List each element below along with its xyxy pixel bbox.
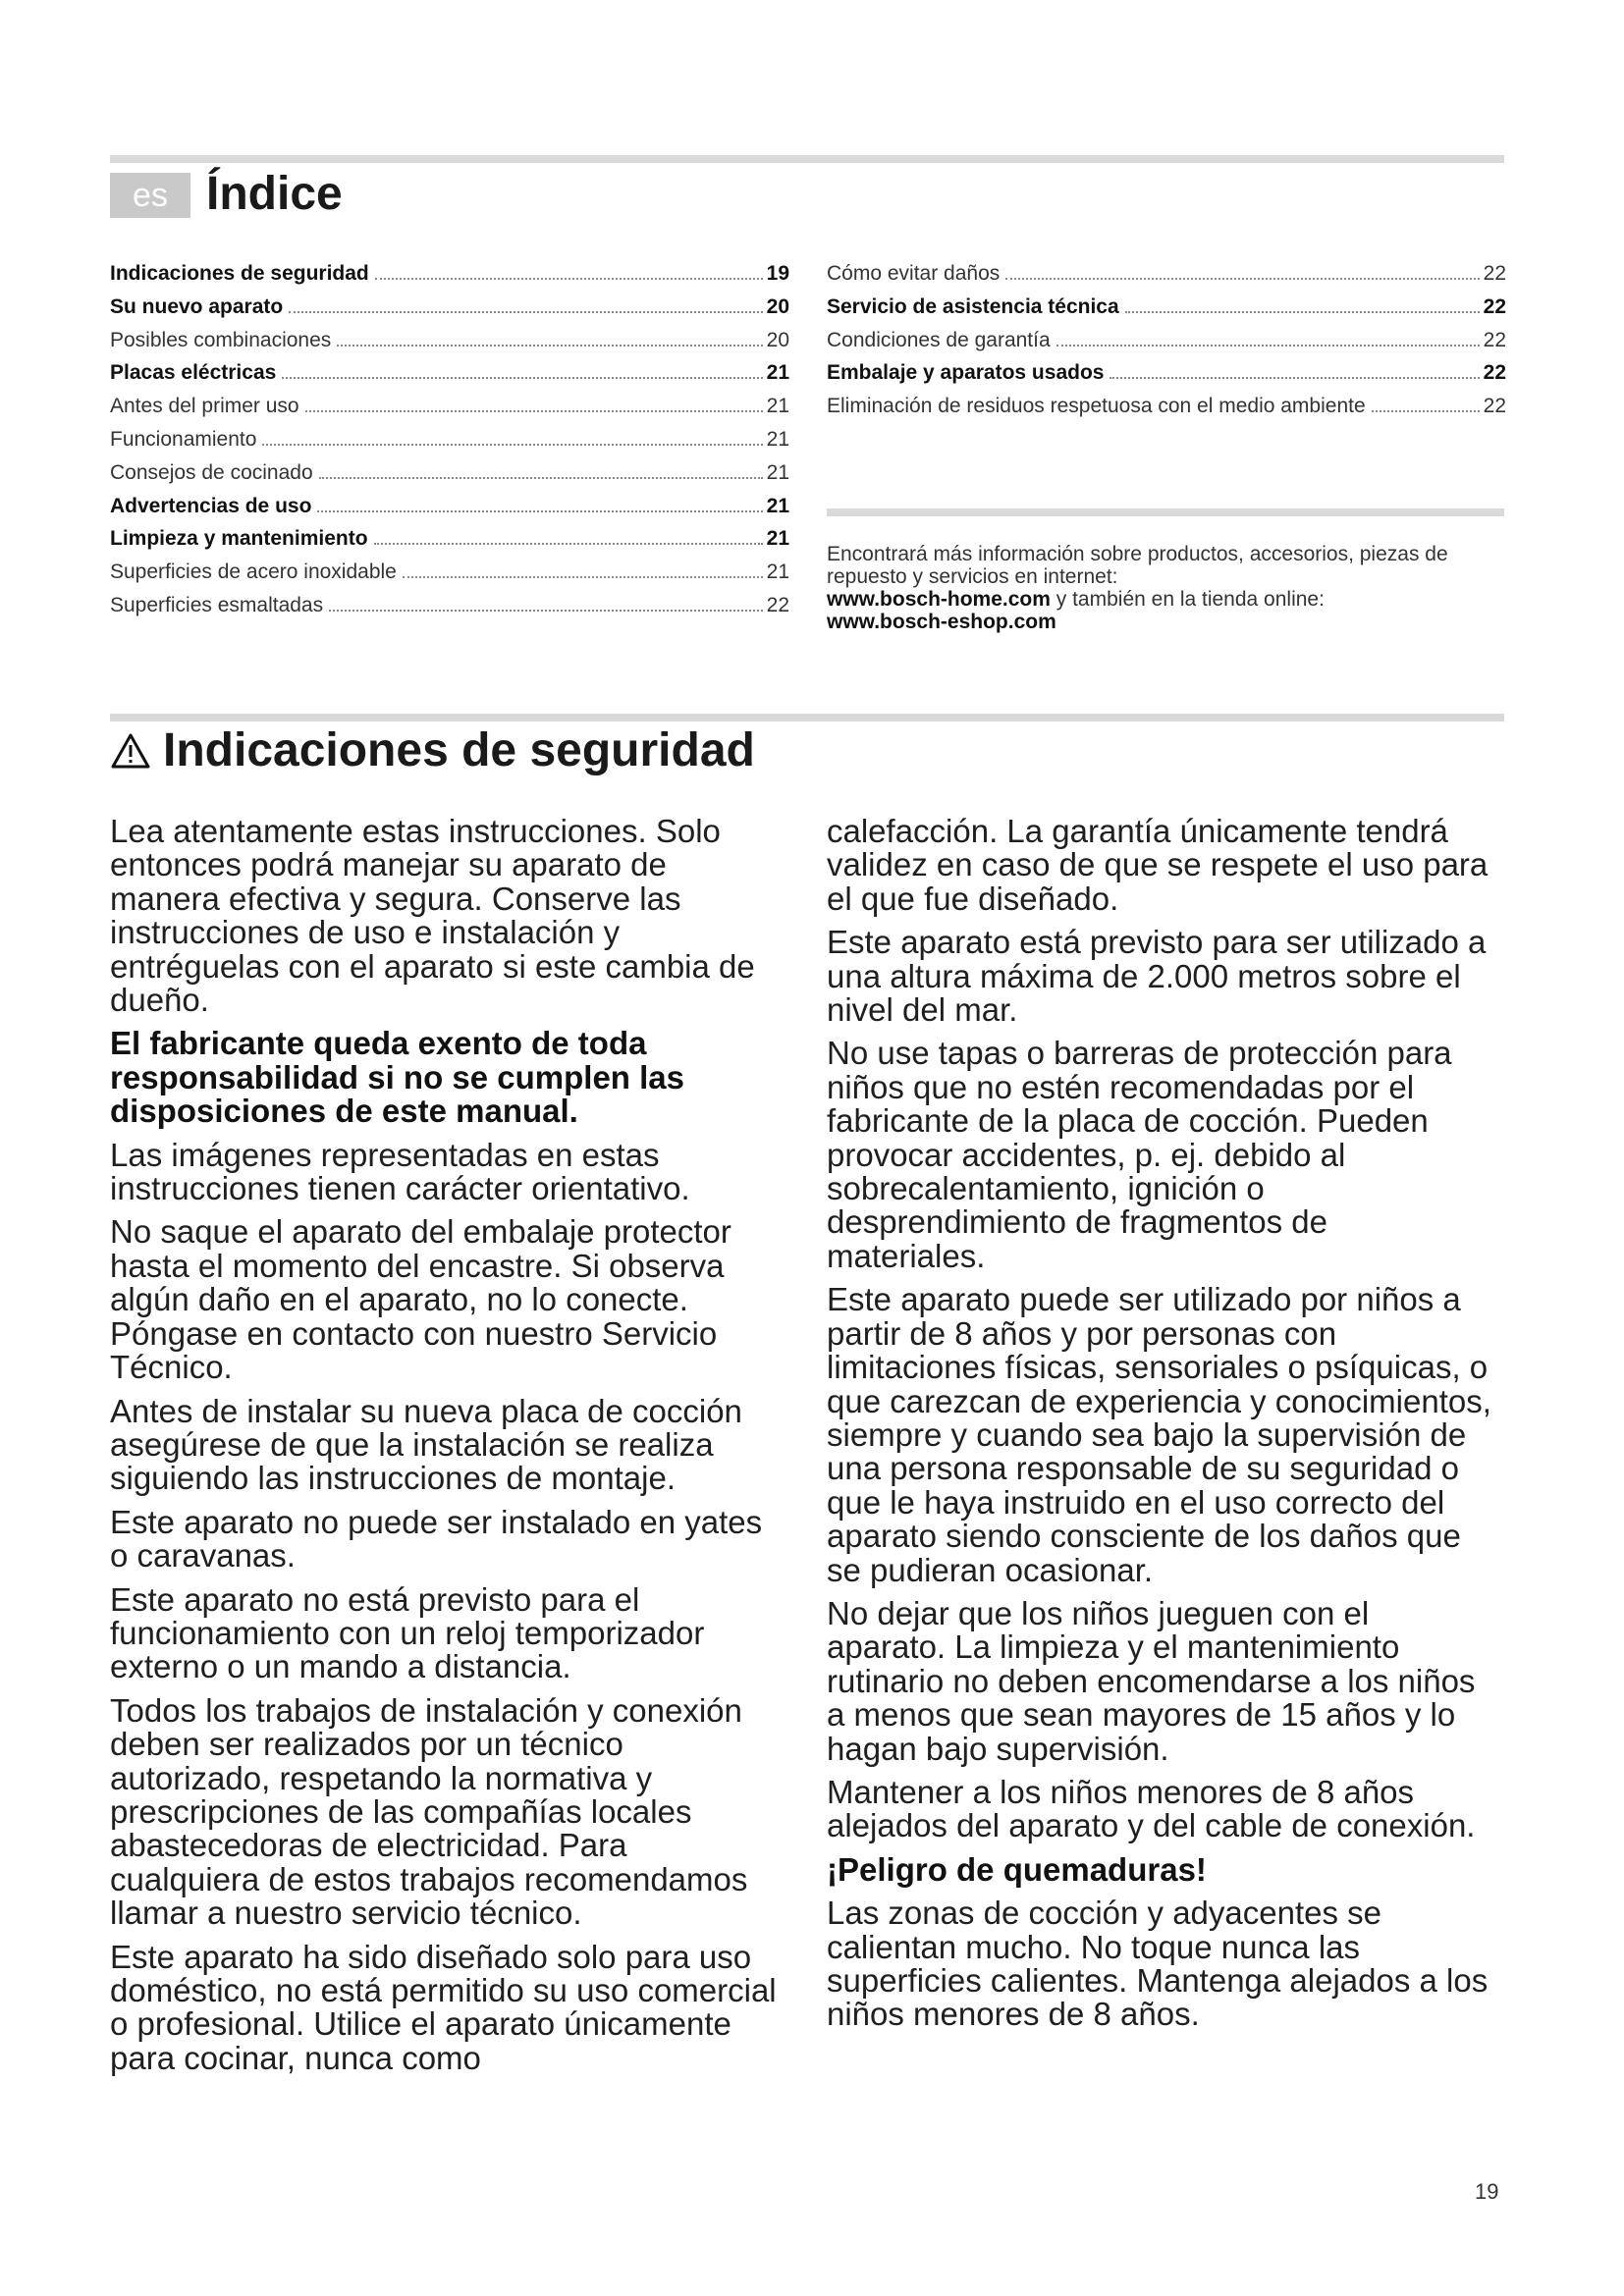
- toc-entry[interactable]: Posibles combinaciones 20: [110, 328, 789, 351]
- paragraph: Este aparato está previsto para ser utilizado a una altura máxima de 2.000 metros sobre el nivel del mar.: [827, 924, 1487, 1029]
- paragraph-bold: El fabricante queda exento de toda responsabilidad si no se cumplen las disposiciones de este manual.: [110, 1025, 685, 1130]
- toc-left-column: [110, 257, 789, 622]
- page-number: 19: [1475, 2179, 1499, 2204]
- paragraph: Este aparato ha sido diseñado solo para uso doméstico, no está permitido su uso comercial o profesional. Utilice el aparato únicamente para cocinar, nunca como: [110, 1938, 777, 2076]
- paragraph: Este aparato puede ser utilizado por niños a partir de 8 años y por personas con limitaciones físicas, sensoriales o psíquicas, o que carezcan de experiencia y conocimientos, siempre y cuando sea bajo la supervisión de una persona responsable de su seguridad o que le haya instruido en el uso correcto del aparato siendo consciente de los daños que se pudieran ocasionar.: [827, 1281, 1491, 1588]
- toc-title: Índice: [206, 168, 343, 220]
- paragraph: Este aparato no está previsto para el funcionamiento con un reloj temporizador externo o un mando a distancia.: [110, 1580, 705, 1685]
- toc-entry[interactable]: Placas eléctricas 21: [110, 361, 789, 385]
- top-rule: [110, 155, 1504, 163]
- paragraph: Las imágenes representadas en estas instrucciones tienen carácter orientativo.: [110, 1136, 690, 1207]
- warning-icon: [110, 732, 151, 770]
- bosch-eshop-link[interactable]: www.bosch-eshop.com: [827, 611, 1056, 633]
- toc-entry[interactable]: Indicaciones de seguridad 19: [110, 262, 789, 285]
- toc-entry[interactable]: Su nuevo aparato 20: [110, 294, 789, 318]
- body-right-column: [827, 815, 1494, 2042]
- section-title: [110, 721, 755, 780]
- section-rule: [110, 714, 1504, 721]
- paragraph: Todos los trabajos de instalación y conexión deben ser realizados por un técnico autorizado, respetando la normativa y prescripciones de las compañías locales abastecedoras de electricidad. Para cualquiera de estos trabajos recomendamos llamar a nuestro servicio técnico.: [110, 1691, 748, 1932]
- toc-right-column: [827, 257, 1506, 423]
- paragraph: Mantener a los niños menores de 8 años alejados del aparato y del cable de conexión.: [827, 1773, 1476, 1844]
- toc-entry[interactable]: Superficies de acero inoxidable 21: [110, 561, 789, 584]
- online-info: [827, 543, 1504, 633]
- paragraph: Este aparato no puede ser instalado en yates o caravanas.: [110, 1503, 763, 1575]
- toc-entry[interactable]: Limpieza y mantenimiento 21: [110, 527, 789, 551]
- paragraph: No use tapas o barreras de protección para niños que no estén recomendadas por el fabricante de la placa de cocción. Pueden provocar accidentes, p. ej. debido al sobrecalentamiento, ignición o desprendimiento de fragmentos de materiales.: [827, 1035, 1452, 1274]
- paragraph: Antes de instalar su nueva placa de cocción asegúrese de que la instalación se realiza siguiendo las instrucciones de montaje.: [110, 1392, 742, 1497]
- toc-entry[interactable]: Advertencias de uso 21: [110, 494, 789, 517]
- toc-entry[interactable]: Servicio de asistencia técnica 22: [827, 294, 1506, 318]
- toc-entry[interactable]: Antes del primer uso 21: [110, 395, 789, 418]
- toc-entry[interactable]: Eliminación de residuos respetuosa con el medio ambiente 22: [827, 395, 1506, 418]
- toc-entry[interactable]: Condiciones de garantía 22: [827, 328, 1506, 351]
- info-rule: [827, 508, 1504, 516]
- toc-entry[interactable]: Superficies esmaltadas 22: [110, 593, 789, 616]
- toc-entry[interactable]: Consejos de cocinado 21: [110, 460, 789, 484]
- paragraph: Las zonas de cocción y adyacentes se calientan mucho. No toque nunca las superficies calientes. Mantenga alejados a los niños menores de 8 años.: [827, 1895, 1489, 2033]
- toc-entry[interactable]: Funcionamiento 21: [110, 427, 789, 451]
- info-text: Encontrará más información sobre productos, accesorios, piezas de repuesto y servicios en internet:: [827, 543, 1448, 588]
- bosch-home-link[interactable]: www.bosch-home.com: [827, 588, 1051, 611]
- info-middle-text: y también en la tienda online:: [1050, 588, 1325, 611]
- language-badge: es: [110, 173, 190, 218]
- section-title-text: Indicaciones de seguridad: [163, 724, 755, 776]
- paragraph: Lea atentamente estas instrucciones. Solo entonces podrá manejar su aparato de manera efectiva y segura. Conserve las instrucciones de uso e instalación y entréguelas con el aparato si este cambia de dueño.: [110, 813, 755, 1019]
- paragraph: calefacción. La garantía únicamente tendrá validez en caso de que se respete el uso para el que fue diseñado.: [827, 813, 1489, 917]
- body-left-column: [110, 815, 778, 2085]
- toc-entry[interactable]: Cómo evitar daños 22: [827, 262, 1506, 285]
- paragraph: No dejar que los niños jueguen con el aparato. La limpieza y el mantenimiento rutinario no deben encomendarse a los niños a menos que sean mayores de 15 años y lo hagan bajo supervisión.: [827, 1594, 1476, 1767]
- subheading-burn-warning: ¡Peligro de quemaduras!: [827, 1850, 1207, 1888]
- paragraph: No saque el aparato del embalaje protector hasta el momento del encastre. Si observa algún daño en el aparato, no lo conecte. Póngase en contacto con nuestro Servicio Técnico.: [110, 1213, 731, 1386]
- toc-entry[interactable]: Embalaje y aparatos usados 22: [827, 361, 1506, 385]
